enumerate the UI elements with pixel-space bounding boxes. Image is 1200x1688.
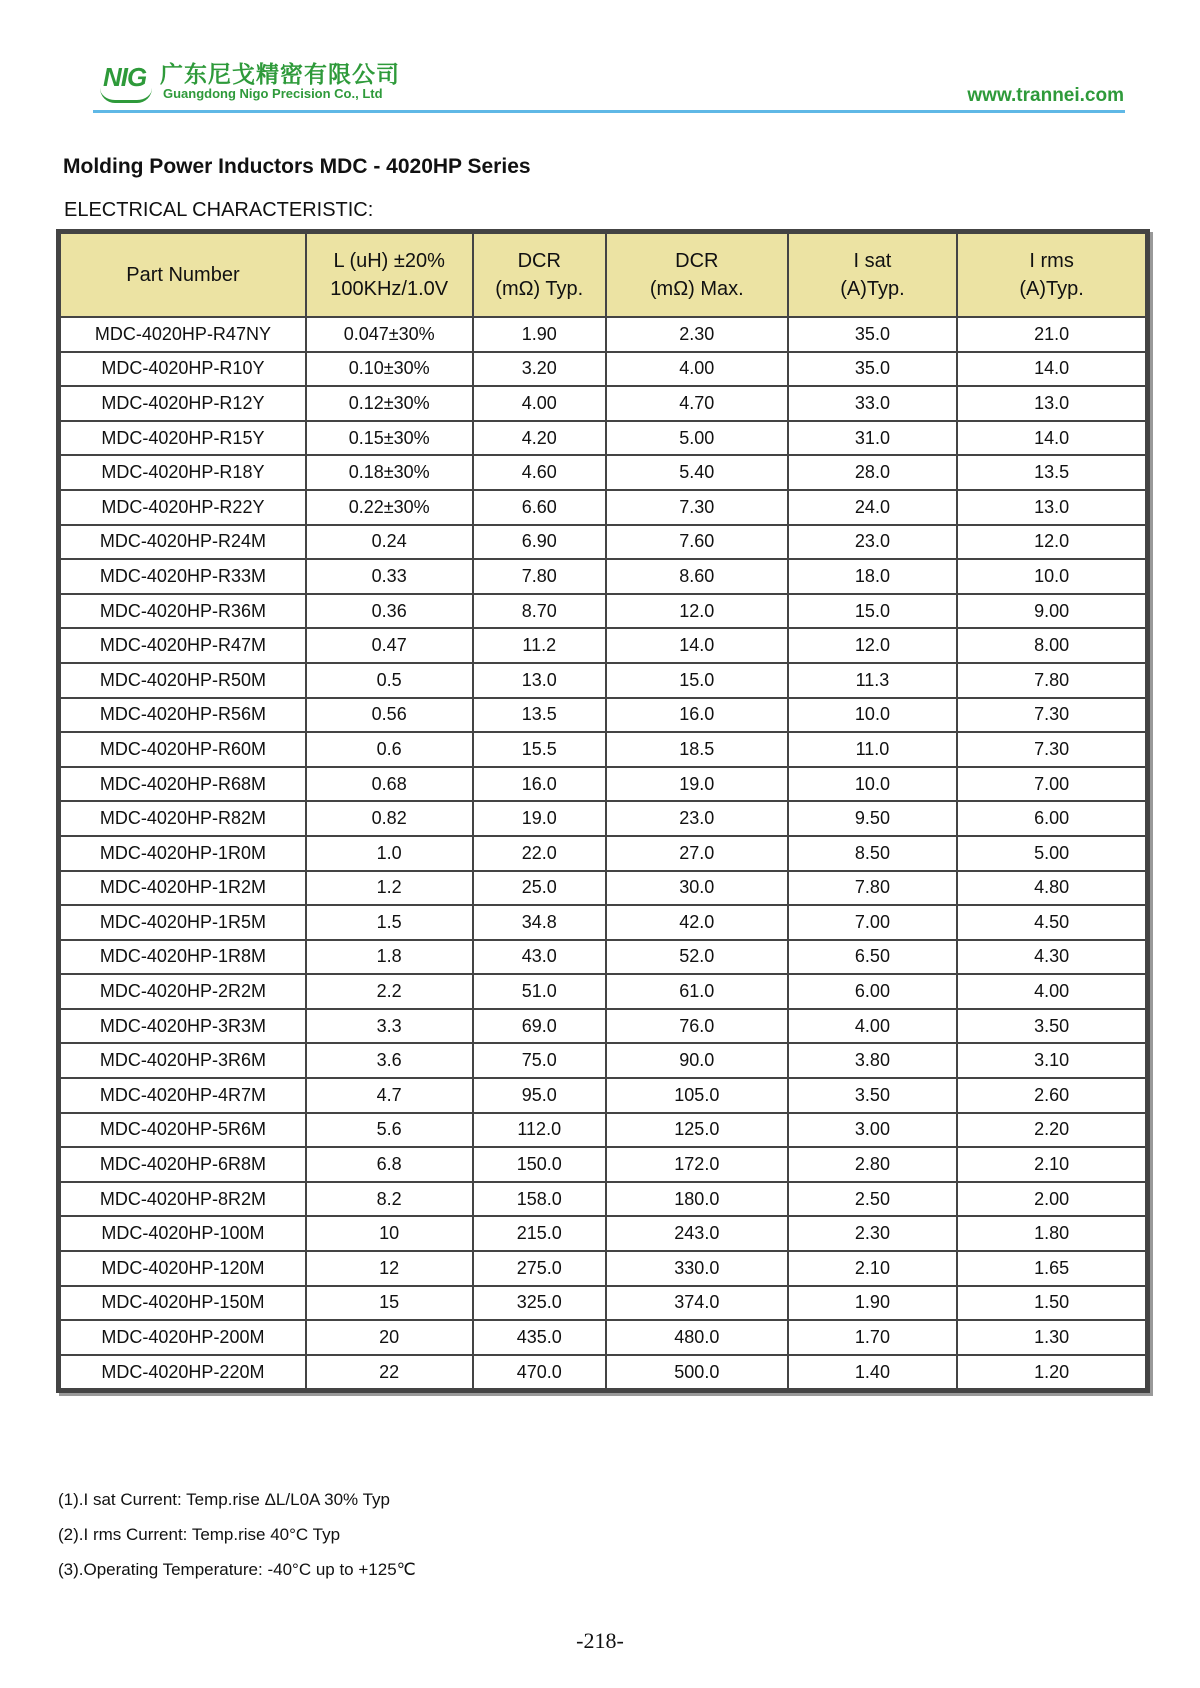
dcr-max-cell: 18.5	[606, 732, 788, 767]
isat-cell: 7.80	[788, 871, 958, 906]
inductance-cell: 10	[306, 1216, 473, 1251]
inductance-cell: 0.36	[306, 594, 473, 629]
irms-cell: 4.50	[957, 905, 1146, 940]
irms-cell: 4.00	[957, 974, 1146, 1009]
dcr-max-cell: 52.0	[606, 940, 788, 975]
isat-cell: 15.0	[788, 594, 958, 629]
inductance-cell: 22	[306, 1355, 473, 1390]
irms-cell: 13.5	[957, 455, 1146, 490]
part-number-cell: MDC-4020HP-R82M	[60, 801, 306, 836]
irms-cell: 3.10	[957, 1043, 1146, 1078]
dcr-max-cell: 42.0	[606, 905, 788, 940]
part-number-cell: MDC-4020HP-R15Y	[60, 421, 306, 456]
isat-cell: 35.0	[788, 352, 958, 387]
dcr-max-cell: 8.60	[606, 559, 788, 594]
dcr-typ-cell: 150.0	[473, 1147, 606, 1182]
inductance-cell: 1.8	[306, 940, 473, 975]
dcr-typ-cell: 11.2	[473, 628, 606, 663]
irms-cell: 6.00	[957, 801, 1146, 836]
part-number-cell: MDC-4020HP-R22Y	[60, 490, 306, 525]
table-row	[60, 663, 1146, 698]
dcr-max-cell: 30.0	[606, 871, 788, 906]
spec-table-container	[56, 229, 1150, 1393]
dcr-max-cell: 480.0	[606, 1320, 788, 1355]
inductance-cell: 20	[306, 1320, 473, 1355]
dcr-typ-cell: 6.90	[473, 525, 606, 560]
note-irms: (2).I rms Current: Temp.rise 40°C Typ	[58, 1525, 341, 1544]
dcr-typ-cell: 51.0	[473, 974, 606, 1009]
dcr-max-cell: 105.0	[606, 1078, 788, 1113]
inductance-cell: 0.47	[306, 628, 473, 663]
dcr-typ-cell: 7.80	[473, 559, 606, 594]
part-number-cell: MDC-4020HP-3R3M	[60, 1009, 306, 1044]
table-row	[60, 1182, 1146, 1217]
dcr-typ-cell: 43.0	[473, 940, 606, 975]
part-number-cell: MDC-4020HP-4R7M	[60, 1078, 306, 1113]
dcr-max-cell: 5.00	[606, 421, 788, 456]
table-row	[60, 1147, 1146, 1182]
irms-cell: 13.0	[957, 490, 1146, 525]
column-header-inductance: L (uH) ±20% 100KHz/1.0V	[306, 233, 473, 317]
isat-cell: 1.40	[788, 1355, 958, 1390]
dcr-typ-cell: 16.0	[473, 767, 606, 802]
inductance-cell: 0.22±30%	[306, 490, 473, 525]
dcr-typ-cell: 13.5	[473, 698, 606, 733]
dcr-max-cell: 180.0	[606, 1182, 788, 1217]
irms-cell: 7.00	[957, 767, 1146, 802]
inductance-cell: 1.5	[306, 905, 473, 940]
company-name-chinese: 广东尼戈精密有限公司	[160, 62, 400, 88]
part-number-cell: MDC-4020HP-R50M	[60, 663, 306, 698]
dcr-max-cell: 243.0	[606, 1216, 788, 1251]
irms-cell: 2.00	[957, 1182, 1146, 1217]
table-row	[60, 698, 1146, 733]
irms-cell: 14.0	[957, 421, 1146, 456]
irms-cell: 2.60	[957, 1078, 1146, 1113]
part-number-cell: MDC-4020HP-8R2M	[60, 1182, 306, 1217]
isat-cell: 2.50	[788, 1182, 958, 1217]
table-row	[60, 1286, 1146, 1321]
dcr-max-cell: 15.0	[606, 663, 788, 698]
part-number-cell: MDC-4020HP-5R6M	[60, 1113, 306, 1148]
dcr-max-cell: 14.0	[606, 628, 788, 663]
dcr-typ-cell: 75.0	[473, 1043, 606, 1078]
isat-cell: 18.0	[788, 559, 958, 594]
dcr-max-cell: 12.0	[606, 594, 788, 629]
dcr-typ-cell: 112.0	[473, 1113, 606, 1148]
irms-cell: 5.00	[957, 836, 1146, 871]
isat-cell: 28.0	[788, 455, 958, 490]
dcr-typ-cell: 8.70	[473, 594, 606, 629]
inductance-cell: 0.56	[306, 698, 473, 733]
inductance-cell: 0.10±30%	[306, 352, 473, 387]
dcr-typ-cell: 470.0	[473, 1355, 606, 1390]
part-number-cell: MDC-4020HP-100M	[60, 1216, 306, 1251]
inductance-cell: 0.68	[306, 767, 473, 802]
isat-cell: 1.70	[788, 1320, 958, 1355]
inductance-cell: 6.8	[306, 1147, 473, 1182]
table-row	[60, 940, 1146, 975]
inductance-cell: 15	[306, 1286, 473, 1321]
dcr-max-cell: 19.0	[606, 767, 788, 802]
dcr-typ-cell: 34.8	[473, 905, 606, 940]
irms-cell: 4.30	[957, 940, 1146, 975]
inductance-cell: 0.18±30%	[306, 455, 473, 490]
table-row	[60, 1320, 1146, 1355]
part-number-cell: MDC-4020HP-1R8M	[60, 940, 306, 975]
part-number-cell: MDC-4020HP-1R2M	[60, 871, 306, 906]
irms-cell: 2.20	[957, 1113, 1146, 1148]
part-number-cell: MDC-4020HP-220M	[60, 1355, 306, 1390]
irms-cell: 1.80	[957, 1216, 1146, 1251]
table-row	[60, 455, 1146, 490]
inductance-cell: 0.24	[306, 525, 473, 560]
dcr-max-cell: 7.60	[606, 525, 788, 560]
table-row	[60, 386, 1146, 421]
column-header-dcr-typ: DCR (mΩ) Typ.	[473, 233, 606, 317]
inductance-cell: 0.5	[306, 663, 473, 698]
inductance-cell: 0.6	[306, 732, 473, 767]
dcr-max-cell: 61.0	[606, 974, 788, 1009]
dcr-max-cell: 90.0	[606, 1043, 788, 1078]
irms-cell: 21.0	[957, 317, 1146, 352]
part-number-cell: MDC-4020HP-R60M	[60, 732, 306, 767]
dcr-typ-cell: 13.0	[473, 663, 606, 698]
table-row	[60, 1043, 1146, 1078]
dcr-max-cell: 16.0	[606, 698, 788, 733]
isat-cell: 4.00	[788, 1009, 958, 1044]
page-number: -218-	[576, 1628, 624, 1653]
inductance-cell: 0.15±30%	[306, 421, 473, 456]
irms-cell: 7.80	[957, 663, 1146, 698]
part-number-cell: MDC-4020HP-R12Y	[60, 386, 306, 421]
table-body	[60, 317, 1146, 1389]
column-header-isat: I sat (A)Typ.	[788, 233, 958, 317]
dcr-typ-cell: 95.0	[473, 1078, 606, 1113]
table-row	[60, 1078, 1146, 1113]
dcr-typ-cell: 15.5	[473, 732, 606, 767]
dcr-typ-cell: 4.60	[473, 455, 606, 490]
irms-cell: 3.50	[957, 1009, 1146, 1044]
table-row	[60, 871, 1146, 906]
inductance-cell: 4.7	[306, 1078, 473, 1113]
dcr-max-cell: 4.00	[606, 352, 788, 387]
isat-cell: 6.50	[788, 940, 958, 975]
table-row	[60, 836, 1146, 871]
dcr-typ-cell: 215.0	[473, 1216, 606, 1251]
irms-cell: 12.0	[957, 525, 1146, 560]
isat-cell: 24.0	[788, 490, 958, 525]
isat-cell: 9.50	[788, 801, 958, 836]
table-row	[60, 974, 1146, 1009]
irms-cell: 2.10	[957, 1147, 1146, 1182]
dcr-max-cell: 76.0	[606, 1009, 788, 1044]
part-number-cell: MDC-4020HP-R47M	[60, 628, 306, 663]
dcr-typ-cell: 22.0	[473, 836, 606, 871]
isat-cell: 10.0	[788, 767, 958, 802]
isat-cell: 31.0	[788, 421, 958, 456]
dcr-max-cell: 2.30	[606, 317, 788, 352]
inductance-cell: 0.33	[306, 559, 473, 594]
table-row	[60, 1113, 1146, 1148]
dcr-max-cell: 7.30	[606, 490, 788, 525]
inductance-cell: 0.047±30%	[306, 317, 473, 352]
irms-cell: 1.20	[957, 1355, 1146, 1390]
logo-swoosh-icon	[100, 88, 152, 103]
table-row	[60, 1216, 1146, 1251]
table-row	[60, 594, 1146, 629]
isat-cell: 3.80	[788, 1043, 958, 1078]
column-header-irms: I rms (A)Typ.	[957, 233, 1146, 317]
isat-cell: 33.0	[788, 386, 958, 421]
part-number-cell: MDC-4020HP-2R2M	[60, 974, 306, 1009]
table-row	[60, 732, 1146, 767]
notes-section	[58, 1482, 416, 1587]
isat-cell: 7.00	[788, 905, 958, 940]
isat-cell: 3.00	[788, 1113, 958, 1148]
isat-cell: 6.00	[788, 974, 958, 1009]
isat-cell: 1.90	[788, 1286, 958, 1321]
dcr-max-cell: 23.0	[606, 801, 788, 836]
isat-cell: 11.0	[788, 732, 958, 767]
part-number-cell: MDC-4020HP-R18Y	[60, 455, 306, 490]
inductance-cell: 0.12±30%	[306, 386, 473, 421]
part-number-cell: MDC-4020HP-R68M	[60, 767, 306, 802]
dcr-typ-cell: 3.20	[473, 352, 606, 387]
irms-cell: 8.00	[957, 628, 1146, 663]
dcr-typ-cell: 325.0	[473, 1286, 606, 1321]
table-row	[60, 490, 1146, 525]
table-header-row	[60, 233, 1146, 317]
table-row	[60, 317, 1146, 352]
table-row	[60, 1251, 1146, 1286]
part-number-cell: MDC-4020HP-150M	[60, 1286, 306, 1321]
note-isat: (1).I sat Current: Temp.rise ΔL/L0A 30% Typ	[58, 1490, 390, 1509]
dcr-max-cell: 27.0	[606, 836, 788, 871]
inductance-cell: 2.2	[306, 974, 473, 1009]
table-row	[60, 421, 1146, 456]
part-number-cell: MDC-4020HP-R47NY	[60, 317, 306, 352]
part-number-cell: MDC-4020HP-R10Y	[60, 352, 306, 387]
dcr-typ-cell: 1.90	[473, 317, 606, 352]
dcr-typ-cell: 275.0	[473, 1251, 606, 1286]
isat-cell: 2.10	[788, 1251, 958, 1286]
table-row	[60, 1009, 1146, 1044]
column-header-part-number: Part Number	[60, 233, 306, 317]
inductance-cell: 1.2	[306, 871, 473, 906]
irms-cell: 14.0	[957, 352, 1146, 387]
isat-cell: 2.30	[788, 1216, 958, 1251]
part-number-cell: MDC-4020HP-R24M	[60, 525, 306, 560]
isat-cell: 23.0	[788, 525, 958, 560]
irms-cell: 9.00	[957, 594, 1146, 629]
section-heading: ELECTRICAL CHARACTERISTIC:	[64, 199, 374, 221]
part-number-cell: MDC-4020HP-1R0M	[60, 836, 306, 871]
isat-cell: 12.0	[788, 628, 958, 663]
table-row	[60, 905, 1146, 940]
isat-cell: 10.0	[788, 698, 958, 733]
irms-cell: 1.65	[957, 1251, 1146, 1286]
dcr-typ-cell: 6.60	[473, 490, 606, 525]
dcr-typ-cell: 4.00	[473, 386, 606, 421]
irms-cell: 4.80	[957, 871, 1146, 906]
dcr-max-cell: 4.70	[606, 386, 788, 421]
part-number-cell: MDC-4020HP-120M	[60, 1251, 306, 1286]
table-row	[60, 767, 1146, 802]
table-row	[60, 352, 1146, 387]
website-link[interactable]: www.trannei.com	[967, 85, 1124, 106]
inductance-cell: 3.3	[306, 1009, 473, 1044]
part-number-cell: MDC-4020HP-R56M	[60, 698, 306, 733]
company-logo: NIG	[103, 62, 147, 92]
dcr-typ-cell: 25.0	[473, 871, 606, 906]
inductance-cell: 0.82	[306, 801, 473, 836]
part-number-cell: MDC-4020HP-R36M	[60, 594, 306, 629]
dcr-max-cell: 330.0	[606, 1251, 788, 1286]
table-row	[60, 1355, 1146, 1390]
electrical-characteristics-table	[59, 232, 1147, 1390]
dcr-max-cell: 125.0	[606, 1113, 788, 1148]
document-title: Molding Power Inductors MDC - 4020HP Series	[63, 155, 531, 178]
header-divider	[93, 110, 1125, 113]
dcr-typ-cell: 69.0	[473, 1009, 606, 1044]
irms-cell: 10.0	[957, 559, 1146, 594]
irms-cell: 7.30	[957, 732, 1146, 767]
dcr-typ-cell: 158.0	[473, 1182, 606, 1217]
part-number-cell: MDC-4020HP-1R5M	[60, 905, 306, 940]
table-row	[60, 559, 1146, 594]
dcr-typ-cell: 435.0	[473, 1320, 606, 1355]
irms-cell: 7.30	[957, 698, 1146, 733]
part-number-cell: MDC-4020HP-6R8M	[60, 1147, 306, 1182]
irms-cell: 1.30	[957, 1320, 1146, 1355]
irms-cell: 13.0	[957, 386, 1146, 421]
inductance-cell: 3.6	[306, 1043, 473, 1078]
part-number-cell: MDC-4020HP-3R6M	[60, 1043, 306, 1078]
column-header-dcr-max: DCR (mΩ) Max.	[606, 233, 788, 317]
dcr-max-cell: 500.0	[606, 1355, 788, 1390]
dcr-max-cell: 172.0	[606, 1147, 788, 1182]
inductance-cell: 5.6	[306, 1113, 473, 1148]
isat-cell: 2.80	[788, 1147, 958, 1182]
inductance-cell: 8.2	[306, 1182, 473, 1217]
irms-cell: 1.50	[957, 1286, 1146, 1321]
company-name-english: Guangdong Nigo Precision Co., Ltd	[163, 86, 383, 101]
inductance-cell: 1.0	[306, 836, 473, 871]
table-row	[60, 801, 1146, 836]
isat-cell: 11.3	[788, 663, 958, 698]
dcr-max-cell: 374.0	[606, 1286, 788, 1321]
part-number-cell: MDC-4020HP-200M	[60, 1320, 306, 1355]
part-number-cell: MDC-4020HP-R33M	[60, 559, 306, 594]
table-row	[60, 525, 1146, 560]
note-operating-temperature: (3).Operating Temperature: -40°C up to +125℃	[58, 1560, 416, 1579]
isat-cell: 8.50	[788, 836, 958, 871]
isat-cell: 35.0	[788, 317, 958, 352]
page-header	[0, 0, 1200, 120]
inductance-cell: 12	[306, 1251, 473, 1286]
dcr-typ-cell: 19.0	[473, 801, 606, 836]
isat-cell: 3.50	[788, 1078, 958, 1113]
dcr-typ-cell: 4.20	[473, 421, 606, 456]
dcr-max-cell: 5.40	[606, 455, 788, 490]
table-row	[60, 628, 1146, 663]
